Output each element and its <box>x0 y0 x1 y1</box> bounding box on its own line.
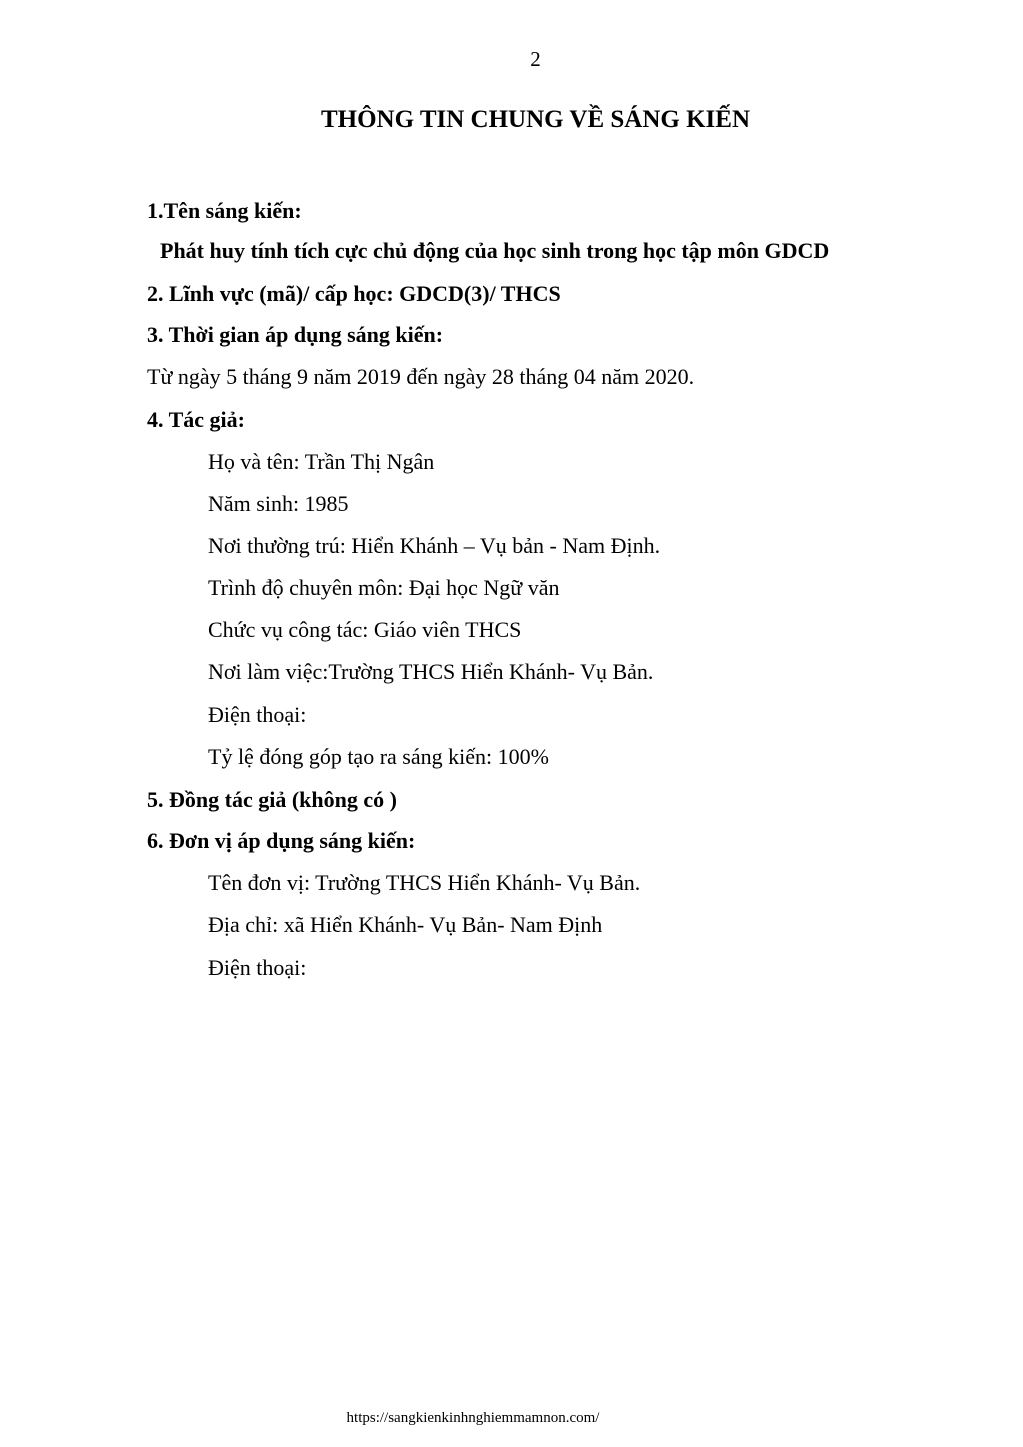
unit-name: Tên đơn vị: Trường THCS Hiển Khánh- Vụ Bản. <box>208 870 641 895</box>
author-phone: Điện thoại: <box>208 702 307 727</box>
document-title: THÔNG TIN CHUNG VỀ SÁNG KIẾN <box>320 106 751 133</box>
author-workplace: Nơi làm việc:Trường THCS Hiển Khánh- Vụ Bản. <box>208 659 654 684</box>
author-position: Chức vụ công tác: Giáo viên THCS <box>208 617 522 642</box>
author-birth-year: Năm sinh: 1985 <box>208 491 349 516</box>
author-name: Họ và tên: Trần Thị Ngân <box>208 449 435 474</box>
author-contribution: Tỷ lệ đóng góp tạo ra sáng kiến: 100% <box>208 744 549 769</box>
section-5-heading: 5. Đồng tác giả (không có ) <box>147 787 397 812</box>
author-residence: Nơi thường trú: Hiển Khánh – Vụ bản - Nam Định. <box>208 533 661 558</box>
page-number: 2 <box>530 47 541 71</box>
section-6-heading: 6. Đơn vị áp dụng sáng kiến: <box>147 828 416 853</box>
section-3-heading: 3. Thời gian áp dụng sáng kiến: <box>147 322 444 347</box>
section-1-heading: 1.Tên sáng kiến: <box>147 198 302 223</box>
unit-address: Địa chỉ: xã Hiển Khánh- Vụ Bản- Nam Định <box>208 912 603 937</box>
application-period: Từ ngày 5 tháng 9 năm 2019 đến ngày 28 tháng 04 năm 2020. <box>147 364 695 389</box>
initiative-name: Phát huy tính tích cực chủ động của học sinh trong học tập môn GDCD <box>160 238 830 263</box>
author-qualification: Trình độ chuyên môn: Đại học Ngữ văn <box>208 575 560 600</box>
footer-url: https://sangkienkinhnghiemmamnon.com/ <box>346 1410 600 1426</box>
section-4-heading: 4. Tác giả: <box>147 407 245 432</box>
unit-phone: Điện thoại: <box>208 955 307 980</box>
section-2-heading: 2. Lĩnh vực (mã)/ cấp học: GDCD(3)/ THCS <box>147 281 561 306</box>
